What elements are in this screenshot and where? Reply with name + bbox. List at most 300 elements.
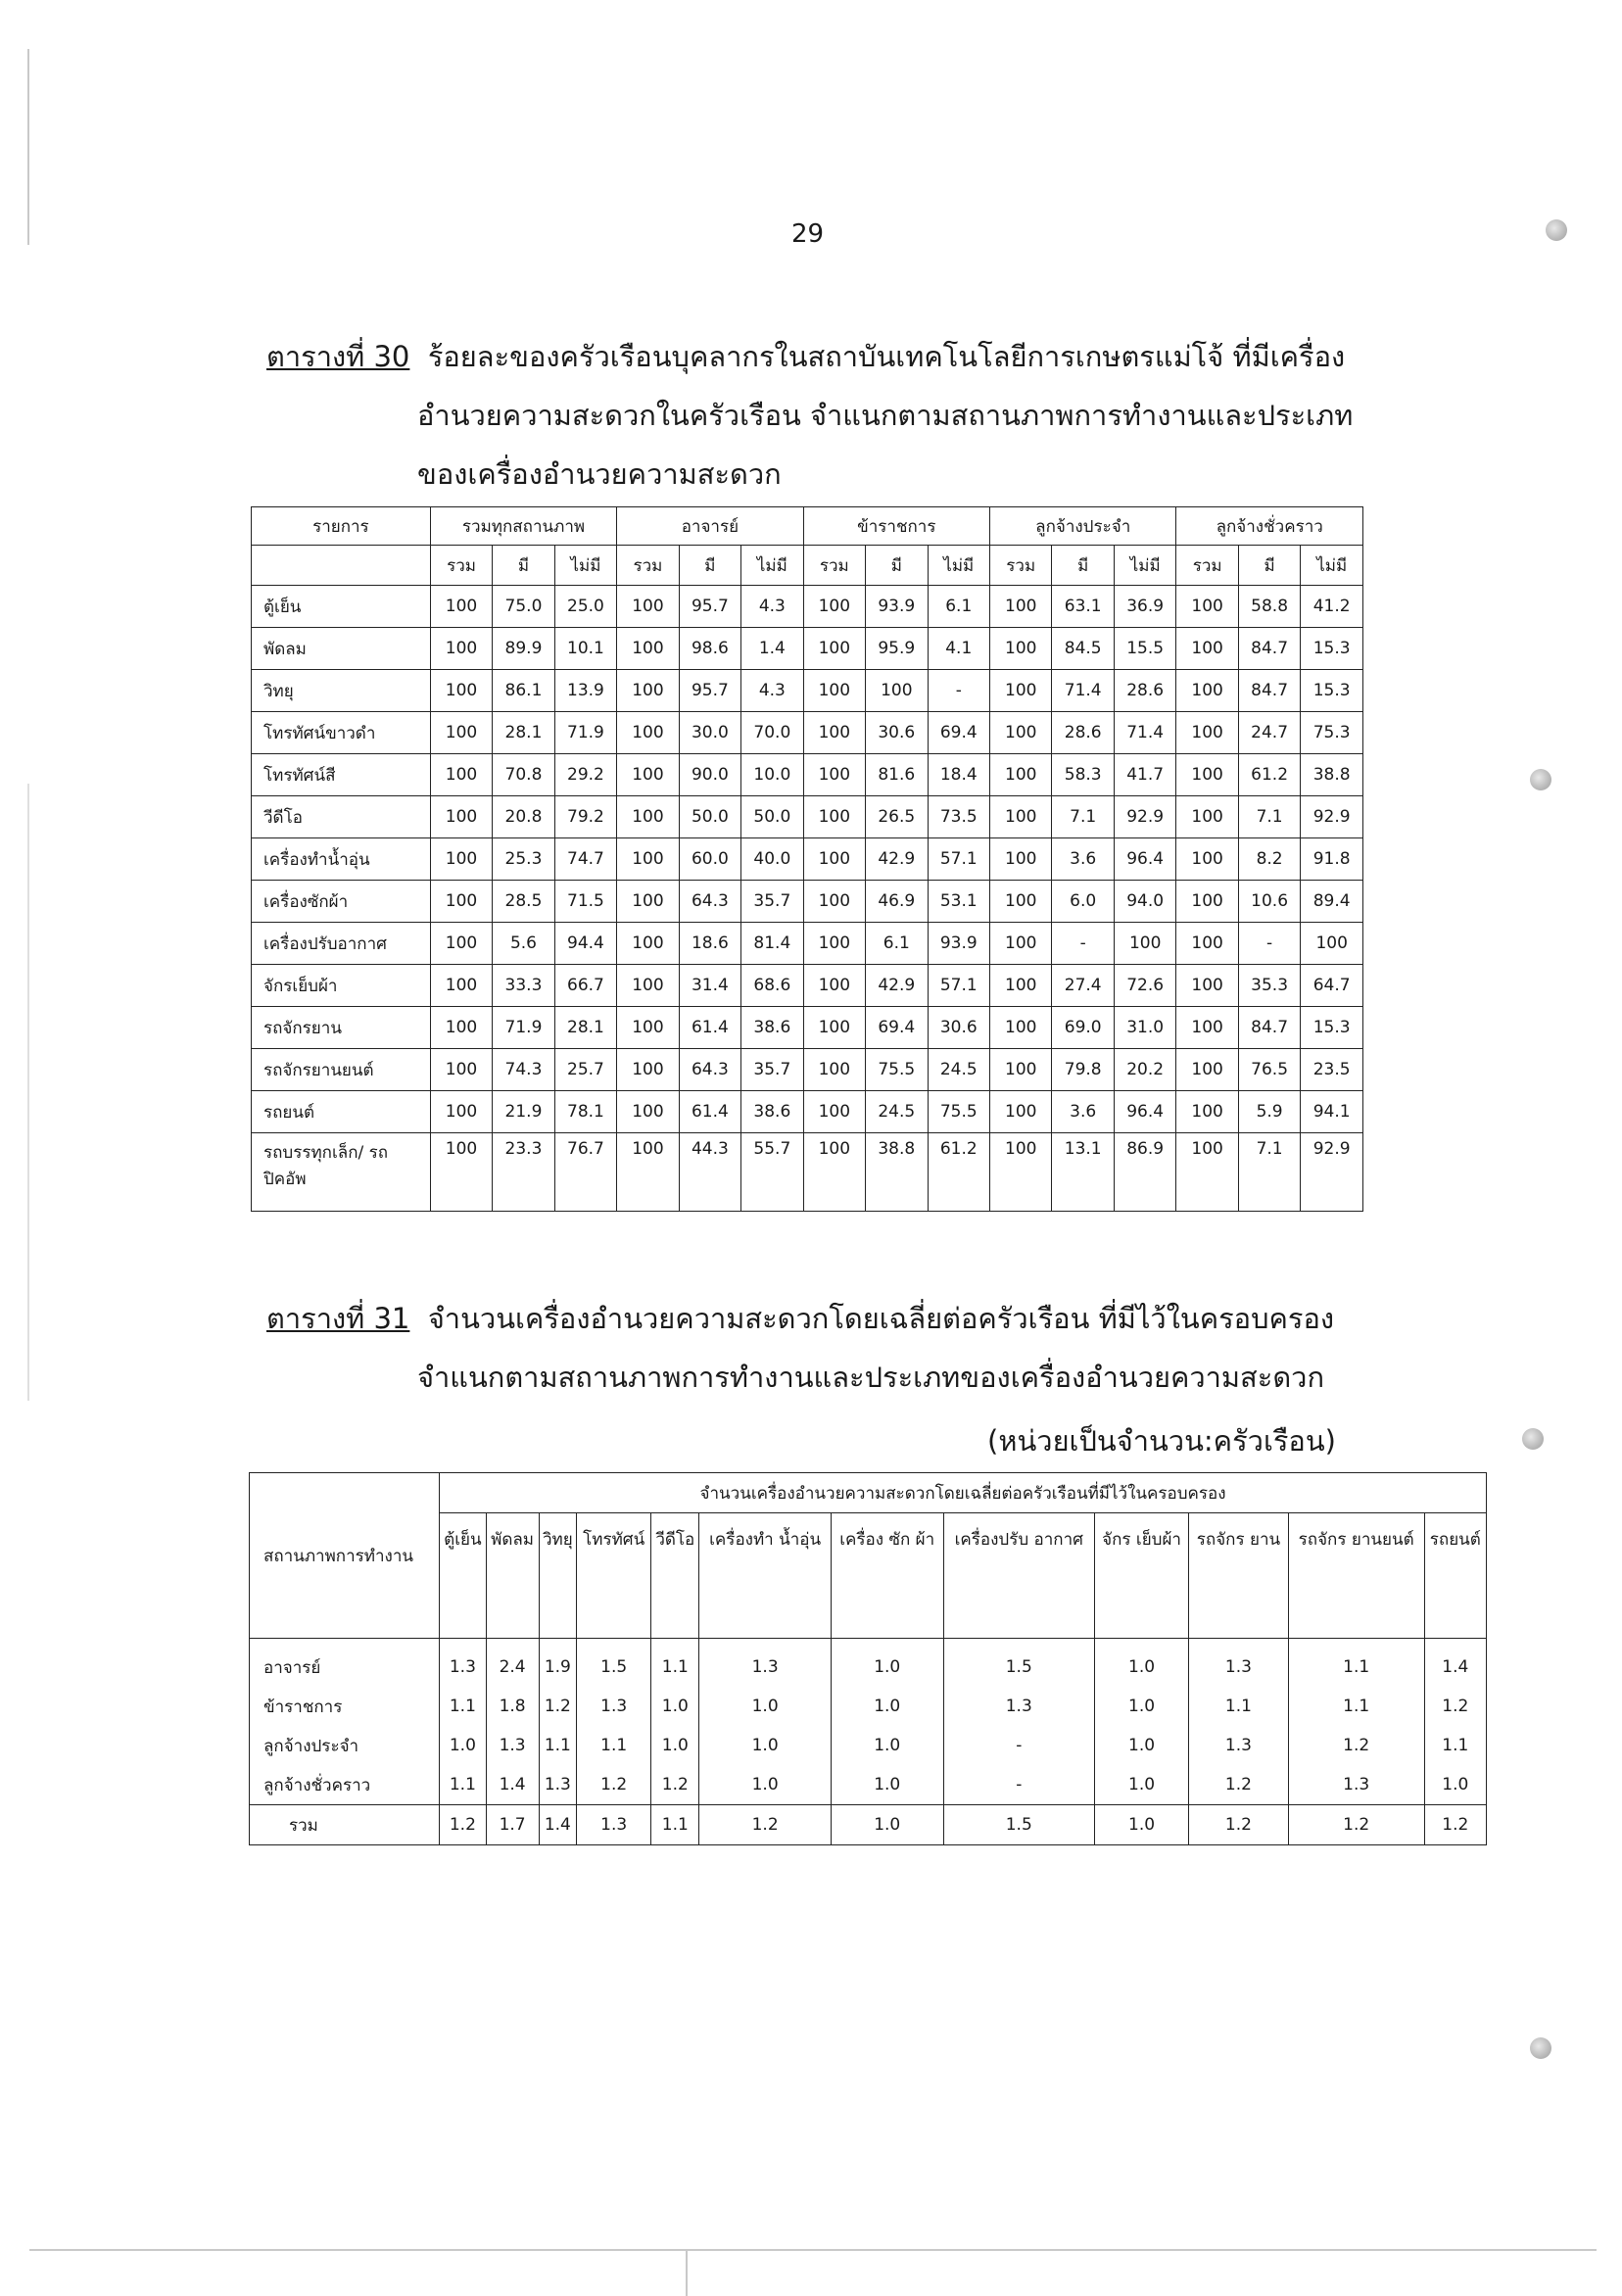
table30-value-cell: 100 [990,796,1052,838]
table31-group-header-row [250,1473,1487,1513]
table30-value-cell: 79.2 [554,796,616,838]
table30-value-cell: 96.4 [1114,838,1175,881]
table30-value-cell: 31.4 [679,965,740,1007]
table30-value-cell: 15.3 [1301,670,1363,712]
table30-value-cell: 91.8 [1301,838,1363,881]
table30-value-cell: 58.8 [1238,586,1300,628]
table-row [252,965,1363,1007]
table30-value-cell: 93.9 [866,586,928,628]
table31-value-cell: 2.4 [486,1639,539,1688]
table30-value-cell: 20.2 [1114,1049,1175,1091]
table30-group-header: อาจารย์ [617,507,803,546]
table31-total-cell: 1.0 [1094,1805,1188,1845]
table30-value-cell: 100 [1176,1133,1238,1212]
table30-value-cell: 95.7 [679,670,740,712]
table31-total-row [250,1805,1487,1845]
table30-value-cell: 75.5 [866,1049,928,1091]
table30-value-cell: 64.3 [679,881,740,923]
table30-value-cell: 58.3 [1052,754,1114,796]
table31-value-cell: 1.3 [440,1639,487,1688]
table31-value-cell: 1.4 [1424,1639,1486,1688]
table31-value-cell: 1.1 [1424,1726,1486,1765]
table30-value-cell: 30.0 [679,712,740,754]
table30-value-cell: 70.8 [493,754,554,796]
table30-sub-header: ไม่มี [1114,546,1175,586]
table31-value-cell: 1.0 [699,1687,831,1726]
table31-total-cell: 1.2 [1189,1805,1288,1845]
table30-value-cell: 92.9 [1301,796,1363,838]
table30-value-cell: 75.3 [1301,712,1363,754]
punch-hole [1522,1428,1544,1450]
table30-value-cell: 28.6 [1114,670,1175,712]
table30-value-cell: 78.1 [554,1091,616,1133]
table30-value-cell: 100 [430,1007,492,1049]
table-row [252,628,1363,670]
table30-value-cell: 66.7 [554,965,616,1007]
table30-value-cell: 100 [430,628,492,670]
table30-value-cell: 100 [990,754,1052,796]
table30-value-cell: 100 [990,1133,1052,1212]
table31-total-cell: 1.1 [651,1805,699,1845]
table30-value-cell: 100 [1176,796,1238,838]
table30-value-cell: 5.6 [493,923,554,965]
table31-group-header: จำนวนเครื่องอำนวยความสะดวกโดยเฉลี่ยต่อครัวเรือนที่มีไว้ในครอบครอง [440,1473,1487,1513]
table30-value-cell: 98.6 [679,628,740,670]
table31-column-header: พัดลม [486,1513,539,1639]
table30-value-cell: 29.2 [554,754,616,796]
table-row [252,754,1363,796]
table30-value-cell: 15.5 [1114,628,1175,670]
table30-value-cell: 13.1 [1052,1133,1114,1212]
table30-value-cell: 28.1 [554,1007,616,1049]
table30-value-cell: 100 [803,796,865,838]
table30-value-cell: 69.4 [928,712,989,754]
table30-value-cell: 96.4 [1114,1091,1175,1133]
table30-value-cell: 6.0 [1052,881,1114,923]
table30-value-cell: 100 [1114,923,1175,965]
table31-value-cell: 1.3 [1189,1639,1288,1688]
table30-value-cell: 1.4 [741,628,803,670]
table31-value-cell: 1.3 [486,1726,539,1765]
table31-value-cell: 1.3 [1288,1765,1424,1805]
table30-value-cell: 3.6 [1052,838,1114,881]
table30-value-cell: 100 [617,628,679,670]
table30-sub-header: รวม [1176,546,1238,586]
table30-value-cell: 15.3 [1301,1007,1363,1049]
table31-value-cell: 1.2 [577,1765,651,1805]
table31-value-cell: 1.1 [651,1639,699,1688]
table30-value-cell: 20.8 [493,796,554,838]
table30-value-cell: 57.1 [928,838,989,881]
table30-value-cell: 100 [990,1091,1052,1133]
table30-value-cell: 25.7 [554,1049,616,1091]
table30-value-cell: 84.5 [1052,628,1114,670]
table30-value-cell: 94.4 [554,923,616,965]
table30-value-cell: 100 [617,965,679,1007]
table30-value-cell: - [1238,923,1300,965]
table30-value-cell: 13.9 [554,670,616,712]
table30-value-cell: 7.1 [1238,1133,1300,1212]
table30-value-cell: 40.0 [741,838,803,881]
table31-value-cell: 1.0 [1094,1639,1188,1688]
table30-value-cell: 100 [803,1049,865,1091]
table31-value-cell: 1.0 [440,1726,487,1765]
table30-sub-header: ไม่มี [554,546,616,586]
table30-value-cell: 100 [430,838,492,881]
table30-value-cell: 100 [617,712,679,754]
table30-value-cell: 10.1 [554,628,616,670]
table30-sub-header-row [252,546,1363,586]
table30-value-cell: 76.7 [554,1133,616,1212]
table30-value-cell: 25.0 [554,586,616,628]
table30-item-cell: โทรทัศน์ขาวดำ [252,712,431,754]
table30 [251,506,1363,1212]
table30-value-cell: 71.4 [1052,670,1114,712]
table30-item-cell: เครื่องซักผ้า [252,881,431,923]
table30-value-cell: 100 [617,838,679,881]
table30-value-cell: 100 [803,712,865,754]
table30-sub-header: ไม่มี [741,546,803,586]
table30-value-cell: 92.9 [1301,1133,1363,1212]
table30-value-cell: 38.8 [866,1133,928,1212]
table31-value-cell: 1.2 [539,1687,577,1726]
punch-hole [1546,219,1567,241]
table30-value-cell: 81.6 [866,754,928,796]
table31-total-cell: 1.2 [699,1805,831,1845]
table30-item-cell: รถบรรทุกเล็ก/ รถปิคอัพ [252,1133,431,1212]
table30-value-cell: 95.7 [679,586,740,628]
table30-value-cell: 100 [617,1007,679,1049]
table30-value-cell: 41.7 [1114,754,1175,796]
table30-caption-line: ร้อยละของครัวเรือนบุคลากรในสถาบันเทคโนโลยีการเกษตรแม่โจ้ ที่มีเครื่อง [427,340,1346,373]
table30-value-cell: 38.6 [741,1007,803,1049]
table30-value-cell: 35.3 [1238,965,1300,1007]
table30-value-cell: - [1052,923,1114,965]
table30-value-cell: 100 [990,965,1052,1007]
table30-value-cell: 94.0 [1114,881,1175,923]
table30-value-cell: 42.9 [866,965,928,1007]
table31-value-cell: 1.4 [486,1765,539,1805]
table30-value-cell: 72.6 [1114,965,1175,1007]
table30-value-cell: 84.7 [1238,1007,1300,1049]
table31-value-cell: 1.2 [651,1765,699,1805]
table30-value-cell: 89.4 [1301,881,1363,923]
table31-value-cell: 1.0 [699,1765,831,1805]
table30-value-cell: 74.3 [493,1049,554,1091]
table30-value-cell: 100 [1176,1091,1238,1133]
table30-value-cell: 41.2 [1301,586,1363,628]
table30-value-cell: 8.2 [1238,838,1300,881]
table30-value-cell: 86.9 [1114,1133,1175,1212]
table30-value-cell: 100 [803,923,865,965]
table30-value-cell: 71.9 [493,1007,554,1049]
table31-column-header: รถจักร ยานยนต์ [1288,1513,1424,1639]
table31-value-cell: 1.3 [539,1765,577,1805]
table-row [252,881,1363,923]
table30-value-cell: 100 [617,1091,679,1133]
table31-value-cell: 1.2 [1288,1726,1424,1765]
table30-value-cell: 90.0 [679,754,740,796]
table31-value-cell: 1.0 [831,1726,943,1765]
table30-value-cell: 23.5 [1301,1049,1363,1091]
table30-label: ตารางที่ 30 [266,340,410,373]
table30-value-cell: 100 [1176,586,1238,628]
table30-item-header: รายการ [252,507,431,546]
table31-column-header: วิทยุ [539,1513,577,1639]
table-row [252,1133,1363,1212]
table30-item-cell: เครื่องปรับอากาศ [252,923,431,965]
table30-value-cell: 55.7 [741,1133,803,1212]
table-row [250,1726,1487,1765]
table-row [250,1687,1487,1726]
table30-value-cell: 68.6 [741,965,803,1007]
table31-value-cell: 1.1 [440,1765,487,1805]
table30-value-cell: 100 [430,923,492,965]
table30-item-cell: โทรทัศน์สี [252,754,431,796]
table31-total-cell: 1.7 [486,1805,539,1845]
punch-hole [1530,2037,1551,2059]
table31-total-cell: 1.3 [577,1805,651,1845]
table31-value-cell: 1.1 [1288,1687,1424,1726]
table30-value-cell: 28.1 [493,712,554,754]
table30-value-cell: 100 [990,838,1052,881]
table30-item-cell: จักรเย็บผ้า [252,965,431,1007]
table30-value-cell: 100 [803,965,865,1007]
table30-value-cell: 100 [803,754,865,796]
table30-value-cell: 46.9 [866,881,928,923]
table31-value-cell: 1.3 [699,1639,831,1688]
table30-value-cell: 100 [990,628,1052,670]
table30-value-cell: 42.9 [866,838,928,881]
table31-value-cell: 1.0 [1094,1726,1188,1765]
table30-value-cell: 100 [803,881,865,923]
table30-value-cell: 100 [430,796,492,838]
table30-value-cell: 6.1 [928,586,989,628]
table31-column-header: โทรทัศน์ [577,1513,651,1639]
scan-bottom-line [29,2249,1597,2251]
table30-value-cell: 100 [617,881,679,923]
table-row [252,670,1363,712]
table30-value-cell: 26.5 [866,796,928,838]
table30-value-cell: 100 [430,965,492,1007]
table30-value-cell: 28.5 [493,881,554,923]
table31-value-cell: - [943,1726,1094,1765]
table30-value-cell: 30.6 [866,712,928,754]
table30-value-cell: 100 [617,754,679,796]
table31-value-cell: 1.9 [539,1639,577,1688]
table30-value-cell: 4.1 [928,628,989,670]
table30-sub-header: ไม่มี [928,546,989,586]
table30-value-cell: 53.1 [928,881,989,923]
table30-value-cell: 75.5 [928,1091,989,1133]
table31-value-cell: 1.5 [943,1639,1094,1688]
table31-status-header: สถานภาพการทำงาน [250,1473,440,1639]
table31-value-cell: 1.0 [831,1687,943,1726]
table30-item-cell: วีดีโอ [252,796,431,838]
table31-value-cell: 1.0 [1094,1687,1188,1726]
table30-value-cell: 69.4 [866,1007,928,1049]
table30-value-cell: 100 [990,670,1052,712]
table30-value-cell: 86.1 [493,670,554,712]
table30-value-cell: 100 [1176,670,1238,712]
table30-value-cell: 93.9 [928,923,989,965]
table30-value-cell: 24.7 [1238,712,1300,754]
table31-total-cell: 1.0 [831,1805,943,1845]
table30-value-cell: 100 [617,670,679,712]
table30-value-cell: 64.3 [679,1049,740,1091]
table31-value-cell: 1.1 [539,1726,577,1765]
table30-value-cell: 61.4 [679,1091,740,1133]
table30-value-cell: 100 [617,923,679,965]
table30-sub-header: มี [493,546,554,586]
table31-value-cell: 1.3 [943,1687,1094,1726]
table30-group-header: ลูกจ้างชั่วคราว [1176,507,1363,546]
page-number: 29 [791,219,825,249]
table30-value-cell: 89.9 [493,628,554,670]
table30-item-cell: พัดลม [252,628,431,670]
scan-margin-line [27,784,29,1401]
table31-value-cell: 1.0 [1094,1765,1188,1805]
table30-value-cell: 61.4 [679,1007,740,1049]
table30-value-cell: 10.0 [741,754,803,796]
table30-value-cell: 64.7 [1301,965,1363,1007]
table30-value-cell: 79.8 [1052,1049,1114,1091]
table30-value-cell: 100 [430,712,492,754]
table30-value-cell: 100 [990,923,1052,965]
table31-column-header: เครื่องปรับ อากาศ [943,1513,1094,1639]
table30-value-cell: 10.6 [1238,881,1300,923]
table30-value-cell: 100 [990,881,1052,923]
table31-status-cell: ข้าราชการ [250,1687,440,1726]
table30-value-cell: 84.7 [1238,670,1300,712]
table30-value-cell: 15.3 [1301,628,1363,670]
table31-status-cell: ลูกจ้างประจำ [250,1726,440,1765]
table30-value-cell: 100 [1176,881,1238,923]
table30-value-cell: 100 [430,586,492,628]
table30-value-cell: 100 [617,1133,679,1212]
table31-caption-line: จำแนกตามสถานภาพการทำงานและประเภทของเครื่องอำนวยความสะดวก [417,1361,1325,1394]
table30-item-cell: รถจักรยาน [252,1007,431,1049]
table30-item-cell: รถยนต์ [252,1091,431,1133]
table30-value-cell: 100 [1176,965,1238,1007]
table31-value-cell: 1.5 [577,1639,651,1688]
table30-sub-header: มี [866,546,928,586]
table30-value-cell: 100 [990,1049,1052,1091]
table30-sub-header: มี [1052,546,1114,586]
table30-value-cell: 5.9 [1238,1091,1300,1133]
table31-label: ตารางที่ 31 [266,1302,410,1335]
table31-value-cell: 1.1 [440,1687,487,1726]
table30-value-cell: 100 [1176,923,1238,965]
table30-value-cell: 24.5 [866,1091,928,1133]
table31-column-header: รถยนต์ [1424,1513,1486,1639]
table30-value-cell: 28.6 [1052,712,1114,754]
table30-value-cell: 71.5 [554,881,616,923]
table30-group-header-row [252,507,1363,546]
table30-value-cell: 73.5 [928,796,989,838]
table31-total-cell: 1.2 [440,1805,487,1845]
table-row [252,1091,1363,1133]
table-row [252,796,1363,838]
table30-value-cell: 100 [430,754,492,796]
table30-value-cell: 31.0 [1114,1007,1175,1049]
table30-value-cell: 94.1 [1301,1091,1363,1133]
table30-group-header: รวมทุกสถานภาพ [430,507,616,546]
table30-sub-header: มี [1238,546,1300,586]
table30-sub-header: รวม [430,546,492,586]
table30-item-cell: ตู้เย็น [252,586,431,628]
table30-sub-header: รวม [803,546,865,586]
table31-status-cell: อาจารย์ [250,1639,440,1688]
table31-value-cell: 1.0 [831,1765,943,1805]
table30-value-cell: 100 [1176,628,1238,670]
table30-value-cell: 100 [866,670,928,712]
table31-value-cell: 1.0 [651,1687,699,1726]
table30-value-cell: 6.1 [866,923,928,965]
table30-value-cell: 76.5 [1238,1049,1300,1091]
table31-caption [266,1289,1334,1407]
table31-value-cell: 1.3 [577,1687,651,1726]
table31-value-cell: 1.3 [1189,1726,1288,1765]
table30-sub-header: รวม [617,546,679,586]
table30-value-cell: 100 [1176,1049,1238,1091]
table-row [250,1639,1487,1688]
table30-value-cell: 21.9 [493,1091,554,1133]
table30-sub-header: มี [679,546,740,586]
table31-total-cell: 1.5 [943,1805,1094,1845]
table30-item-cell: รถจักรยานยนต์ [252,1049,431,1091]
table31-total-cell: 1.2 [1424,1805,1486,1845]
table30-value-cell: 63.1 [1052,586,1114,628]
table30-value-cell: 7.1 [1238,796,1300,838]
table31-value-cell: - [943,1765,1094,1805]
table30-value-cell: 100 [990,586,1052,628]
table31-column-header: ตู้เย็น [440,1513,487,1639]
table30-value-cell: 36.9 [1114,586,1175,628]
table30-group-header: ลูกจ้างประจำ [990,507,1176,546]
table30-value-cell: 7.1 [1052,796,1114,838]
table30-group-header: ข้าราชการ [803,507,989,546]
table30-sub-header-blank [252,546,431,586]
table31-value-cell: 1.1 [1288,1639,1424,1688]
table-row [252,923,1363,965]
table30-value-cell: 33.3 [493,965,554,1007]
table30-value-cell: 35.7 [741,1049,803,1091]
table31-value-cell: 1.2 [1424,1687,1486,1726]
punch-hole [1530,769,1551,790]
table30-value-cell: 70.0 [741,712,803,754]
table30-sub-header: รวม [990,546,1052,586]
table30-value-cell: 100 [1176,838,1238,881]
table30-caption-line: ของเครื่องอำนวยความสะดวก [417,457,782,491]
table-row [252,1007,1363,1049]
table30-value-cell: 4.3 [741,586,803,628]
table31-value-cell: 1.0 [699,1726,831,1765]
table30-value-cell: 100 [803,670,865,712]
table30-value-cell: 100 [990,1007,1052,1049]
table-row [252,712,1363,754]
table-row [252,586,1363,628]
table31-column-header: รถจักร ยาน [1189,1513,1288,1639]
table30-value-cell: 100 [430,1049,492,1091]
table30-value-cell: 100 [803,628,865,670]
table30-value-cell: 75.0 [493,586,554,628]
table31-total-cell: 1.4 [539,1805,577,1845]
table31-value-cell: 1.8 [486,1687,539,1726]
table30-value-cell: 24.5 [928,1049,989,1091]
table31-value-cell: 1.0 [831,1639,943,1688]
table30-value-cell: 44.3 [679,1133,740,1212]
